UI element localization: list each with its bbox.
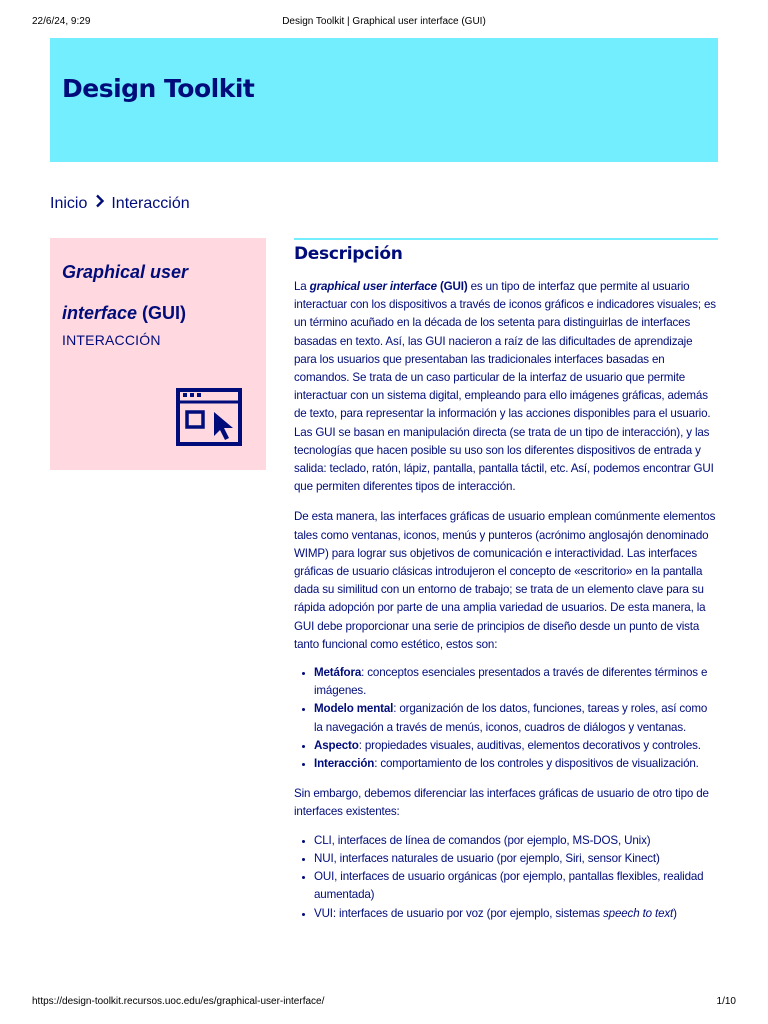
interface-type-text: VUI: interfaces de usuario por voz (por ejemplo, sistemas — [314, 906, 604, 920]
gui-window-cursor-icon — [176, 388, 244, 455]
interface-type-tail: ) — [673, 906, 677, 920]
breadcrumb-home-link[interactable]: Inicio — [50, 194, 88, 212]
principle-desc: : propiedades visuales, auditivas, elementos decorativos y controles. — [358, 738, 701, 752]
term-card-title — [62, 252, 258, 334]
list-item — [314, 755, 718, 773]
principle-desc: : organización de los datos, funciones, tareas y roles, así como la navegación a través de menús, iconos, cuadros de diálogos y ventanas. — [314, 702, 708, 734]
interface-type-text: NUI, interfaces naturales de usuario (por ejemplo, Siri, sensor Kinect) — [314, 851, 660, 865]
interface-type-text: CLI, interfaces de línea de comandos (por ejemplo, MS-DOS, Unix) — [314, 833, 651, 847]
section-title: Descripción — [294, 244, 403, 264]
description-paragraph-2: De esta manera, las interfaces gráficas de usuario emplean comúnmente elementos tales como ventanas, iconos, menús y punteros (acrónimo anglosajón denominado WIMP) para lograr sus objetivos de comunicación e interactividad. Las interfaces gráficas de usuario clásicas introdujeron el concepto de «escritorio» en la pantalla dada su similitud con un entorno de trabajo; se trata de un elemento clave para su rápida adopción por parte de una amplia variedad de usuarios. De esta manera, la GUI debe proporcionar una serie de principios de diseño desde un punto de vista tanto funcional como estético, estos son: — [294, 510, 716, 651]
breadcrumb-current-link[interactable]: Interacción — [111, 194, 190, 212]
print-header — [32, 16, 736, 30]
site-header-banner — [50, 38, 718, 162]
description-paragraph-1 — [294, 278, 718, 496]
section-divider — [294, 238, 718, 240]
term-card-title-suffix: (GUI) — [137, 303, 187, 323]
site-title-link[interactable]: Design Toolkit — [62, 74, 255, 103]
text-run: es un tipo de interfaz que permite al usuario interactuar con los dispositivos a través de iconos gráficos e indicadores visuales; es un término acuñado en la década de los setenta para distinguirlas de interfaces basadas en texto. Así, las GUI nacieron a raíz de las dificultades de aprendizaje para los usuarios que presentaban las tradicionales interfaces basadas en comandos. Se trata de un caso particular de la interfaz de usuario que permite interactuar con un sistema digital, empleando para ello imágenes gráficas, además de texto, para representar la información y las acciones disponibles para el usuario. Las GUI se basan en manipulación directa (se trata de un tipo de interacción), y las tecnologías que hacen posible su uso son los diferentes dispositivos de entrada y salida: teclado, ratón, lápiz, pantalla, pantalla táctil, etc. Así, podemos encontrar GUI que permiten diferentes tipos de interacción. — [294, 280, 716, 494]
list-item — [314, 850, 718, 868]
description-paragraph-3: Sin embargo, debemos diferenciar las interfaces gráficas de usuario de otro tipo de interfaces existentes: — [294, 787, 709, 819]
principle-desc: : conceptos esenciales presentados a través de diferentes términos e imágenes. — [314, 666, 708, 698]
description-section — [294, 238, 718, 923]
term-card-title-italic: Graphical user interface — [62, 262, 189, 323]
principle-term: Aspecto — [314, 738, 359, 752]
chevron-right-icon — [95, 194, 105, 213]
gui-term-abbr: (GUI) — [436, 280, 468, 293]
interface-types-list — [294, 832, 718, 923]
list-item — [314, 700, 718, 736]
print-title: Design Toolkit | Graphical user interface (GUI) — [282, 16, 486, 27]
list-item — [314, 737, 718, 755]
text-run: La — [294, 280, 310, 293]
term-card-category: INTERACCIÓN — [62, 332, 161, 348]
list-item — [314, 868, 718, 904]
print-footer — [32, 996, 736, 1010]
print-page-number: 1/10 — [716, 996, 736, 1007]
design-principles-list — [294, 664, 718, 773]
gui-term — [310, 280, 468, 293]
list-item — [314, 832, 718, 850]
principle-term: Interacción — [314, 757, 375, 771]
breadcrumb — [50, 194, 190, 213]
list-item — [314, 664, 718, 700]
principle-term: Metáfora — [314, 666, 362, 680]
principle-desc: : comportamiento de los controles y dispositivos de visualización. — [374, 757, 699, 771]
term-card — [50, 238, 266, 470]
gui-term-italic: graphical user interface — [309, 280, 437, 293]
interface-type-text: OUI, interfaces de usuario orgánicas (por ejemplo, pantallas flexibles, realidad aumentada) — [314, 870, 704, 902]
list-item — [314, 905, 718, 923]
interface-type-emphasis: speech to text — [603, 906, 674, 920]
print-date: 22/6/24, 9:29 — [32, 16, 91, 27]
principle-term: Modelo mental — [314, 702, 394, 716]
print-url: https://design-toolkit.recursos.uoc.edu/es/graphical-user-interface/ — [32, 996, 325, 1007]
